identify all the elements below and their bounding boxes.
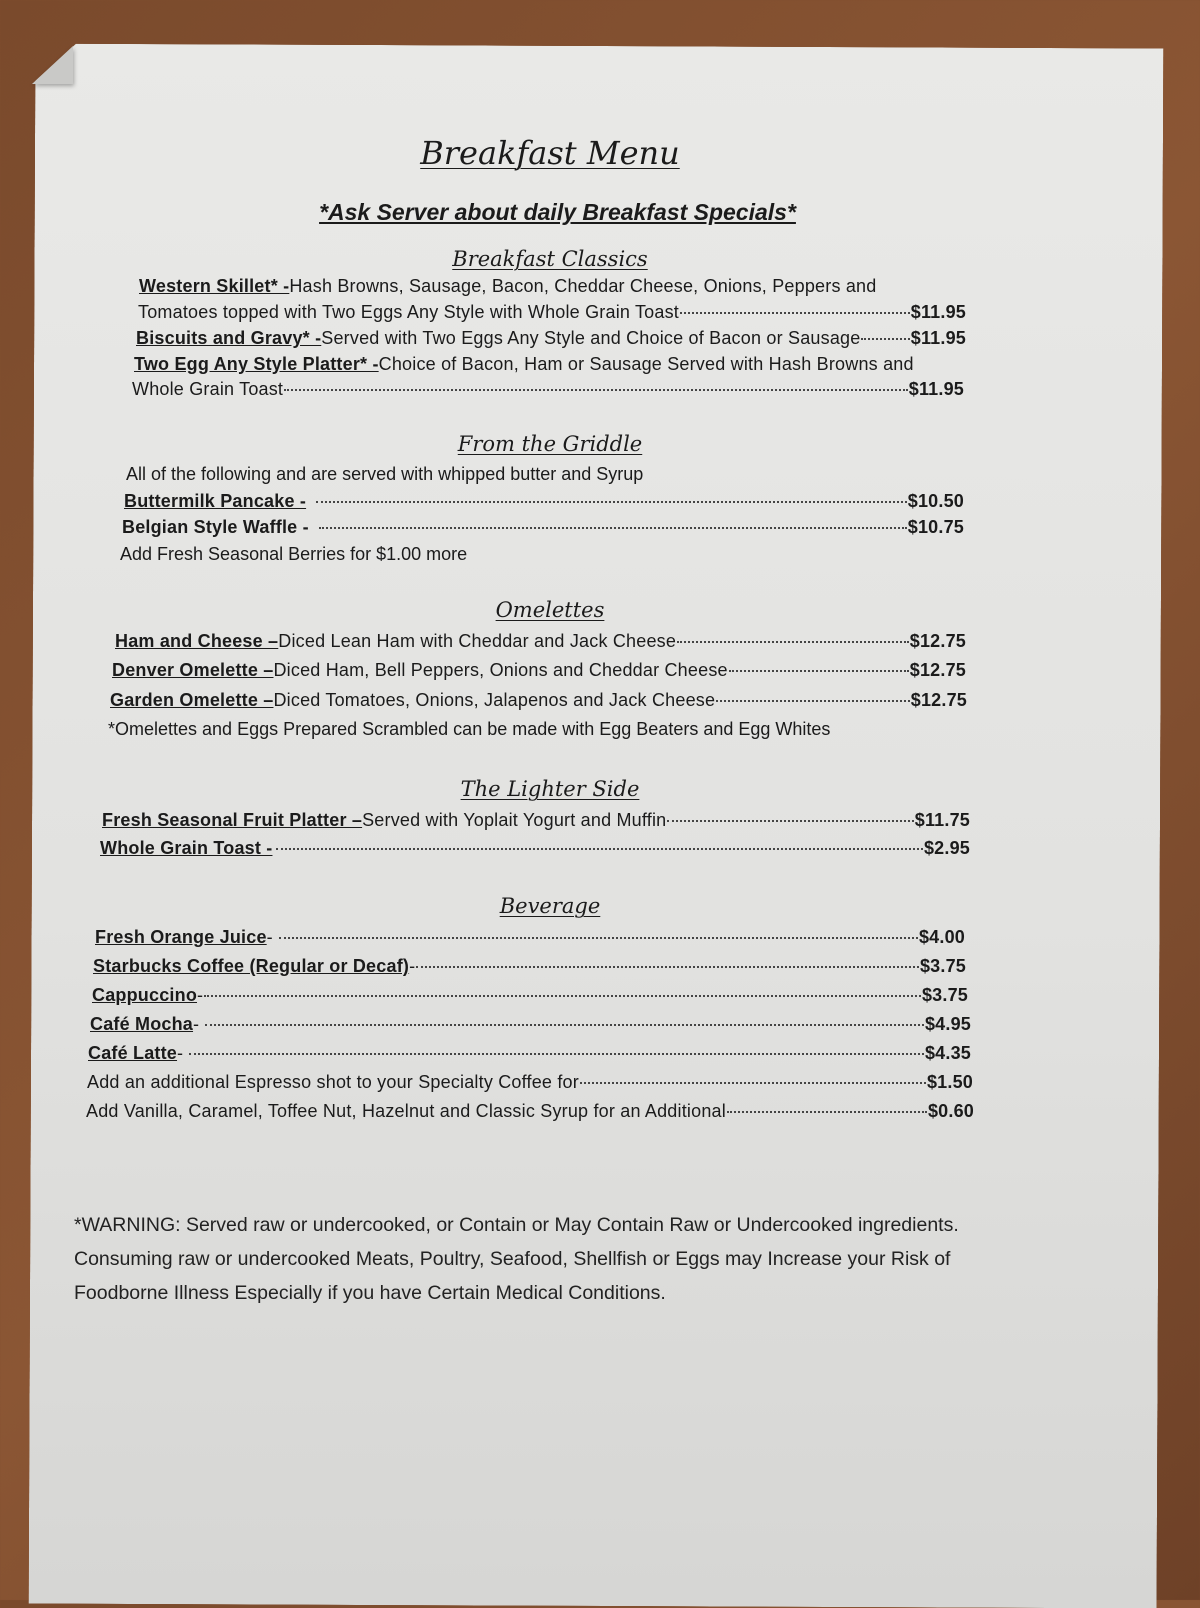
- item-desc: Diced Tomatoes, Onions, Jalapenos and Jack Cheese: [273, 690, 716, 710]
- menu-item-western-cont: [138, 302, 966, 323]
- leader-dots: [667, 820, 913, 822]
- item-desc: Whole Grain Toast: [132, 379, 284, 399]
- leader-dots: [204, 995, 921, 997]
- item-desc: Add Vanilla, Caramel, Toffee Nut, Hazelnut and Classic Syrup for an Additional: [86, 1101, 726, 1121]
- leader-dots: [189, 1053, 924, 1055]
- item-name: Biscuits and Gravy* -: [136, 328, 322, 348]
- item-price: $12.75: [910, 690, 967, 710]
- section-title-griddle: From the Griddle: [457, 432, 643, 456]
- item-price: $11.95: [910, 328, 966, 348]
- item-name: Cappuccino: [92, 985, 198, 1005]
- leader-dots: [729, 670, 909, 672]
- leader-dots: [716, 700, 910, 702]
- item-desc: Served with Yoplait Yogurt and Muffin: [362, 810, 667, 830]
- menu-title: Breakfast Menu: [420, 134, 680, 172]
- specials-note: *Ask Server about daily Breakfast Specials*: [319, 199, 796, 225]
- item-name: Two Egg Any Style Platter* -: [134, 354, 379, 374]
- item-name: Starbucks Coffee (Regular or Decaf): [93, 956, 410, 976]
- item-name: Ham and Cheese –: [115, 631, 279, 651]
- menu-item-biscuits: [136, 328, 966, 349]
- item-price: $10.75: [907, 517, 964, 537]
- item-desc: Diced Lean Ham with Cheddar and Jack Cheese: [278, 631, 677, 651]
- item-name: Fresh Orange Juice: [95, 927, 267, 947]
- food-warning: *WARNING: Served raw or undercooked, or Contain or May Contain Raw or Undercooked ingredients. Consuming raw or undercooked Meats, Poultry, Seafood, Shellfish or Eggs may Increase your Risk of Foodborne Illness Especially if you have Certain Medical Conditions.: [74, 1214, 959, 1304]
- menu-item-ham-cheese: [115, 631, 966, 652]
- item-price: $4.00: [918, 927, 965, 947]
- item-price: $11.75: [914, 810, 970, 830]
- item-name: Café Latte: [88, 1043, 178, 1063]
- omelette-note: *Omelettes and Eggs Prepared Scrambled can be made with Egg Beaters and Egg Whites: [108, 719, 831, 739]
- item-price: $10.50: [907, 491, 964, 511]
- item-name: Buttermilk Pancake -: [124, 491, 307, 511]
- item-price: $4.35: [924, 1043, 971, 1063]
- section-title-omelettes: Omelettes: [495, 598, 605, 622]
- leader-dots: [580, 1082, 926, 1084]
- item-desc: Served with Two Eggs Any Style and Choice of Bacon or Sausage: [321, 328, 861, 348]
- item-price: $4.95: [924, 1014, 971, 1034]
- item-dash: -: [197, 985, 204, 1005]
- item-price: $12.75: [909, 631, 966, 651]
- leader-dots: [680, 312, 910, 314]
- section-title-classics: Breakfast Classics: [452, 247, 648, 271]
- item-desc: Add an additional Espresso shot to your Specialty Coffee for: [87, 1072, 579, 1092]
- menu-item-fruit-platter: [102, 810, 970, 831]
- item-name: Garden Omelette –: [110, 690, 274, 710]
- section-title-beverage: Beverage: [499, 894, 601, 918]
- menu-item-western: [139, 276, 899, 297]
- item-name: Belgian Style Waffle -: [122, 517, 309, 537]
- item-desc: Tomatoes topped with Two Eggs Any Style with Whole Grain Toast: [138, 302, 680, 322]
- leader-dots: [727, 1111, 927, 1113]
- leader-dots: [319, 527, 907, 529]
- item-dash: -: [409, 956, 416, 976]
- menu-item-two-egg-cont: [132, 379, 964, 400]
- item-price: $3.75: [921, 985, 968, 1005]
- menu-item-denver: [112, 660, 966, 681]
- griddle-intro: All of the following and are served with whipped butter and Syrup: [126, 464, 644, 484]
- item-name: Denver Omelette –: [112, 660, 274, 680]
- menu-item-starbucks-coffee: [93, 956, 966, 977]
- item-price: $12.75: [909, 660, 966, 680]
- menu-item-orange-juice: [95, 927, 965, 948]
- leader-dots: [316, 501, 907, 503]
- item-price: $1.50: [926, 1072, 973, 1092]
- item-price: $11.95: [910, 302, 966, 322]
- leader-dots: [205, 1024, 924, 1026]
- item-desc: Hash Browns, Sausage, Bacon, Cheddar Cheese, Onions, Peppers and: [289, 276, 877, 296]
- item-desc: Diced Ham, Bell Peppers, Onions and Cheddar Cheese: [273, 660, 728, 680]
- menu-item-cafe-latte: [88, 1043, 971, 1064]
- item-name: Western Skillet* -: [139, 276, 290, 296]
- menu-item-cappuccino: [92, 985, 968, 1006]
- menu-item-espresso-shot: [87, 1072, 973, 1093]
- item-price: $0.60: [927, 1101, 974, 1121]
- item-dash: -: [193, 1014, 200, 1034]
- folded-corner: [32, 46, 73, 84]
- menu-item-syrup: [86, 1101, 974, 1122]
- leader-dots: [416, 966, 919, 968]
- item-name: Whole Grain Toast -: [100, 838, 273, 858]
- section-title-lighter: The Lighter Side: [460, 777, 640, 801]
- leader-dots: [276, 848, 922, 850]
- menu-item-garden: [110, 690, 967, 711]
- item-price: $11.95: [908, 379, 964, 399]
- menu-item-cafe-mocha: [90, 1014, 971, 1035]
- menu-item-two-egg: [134, 354, 954, 375]
- item-price: $2.95: [923, 838, 970, 858]
- item-desc: Choice of Bacon, Ham or Sausage Served with Hash Browns and: [378, 354, 914, 374]
- item-dash: -: [266, 927, 273, 947]
- menu-item-waffle: [122, 517, 964, 538]
- item-name: Café Mocha: [90, 1014, 194, 1034]
- item-name: Fresh Seasonal Fruit Platter –: [102, 810, 363, 830]
- leader-dots: [861, 338, 909, 340]
- item-dash: -: [177, 1043, 184, 1063]
- menu-item-pancake: [124, 491, 964, 512]
- item-price: $3.75: [919, 956, 966, 976]
- leader-dots: [284, 389, 908, 391]
- leader-dots: [279, 937, 918, 939]
- berries-note: Add Fresh Seasonal Berries for $1.00 more: [120, 544, 468, 564]
- leader-dots: [677, 641, 909, 643]
- menu-item-toast: [100, 838, 970, 859]
